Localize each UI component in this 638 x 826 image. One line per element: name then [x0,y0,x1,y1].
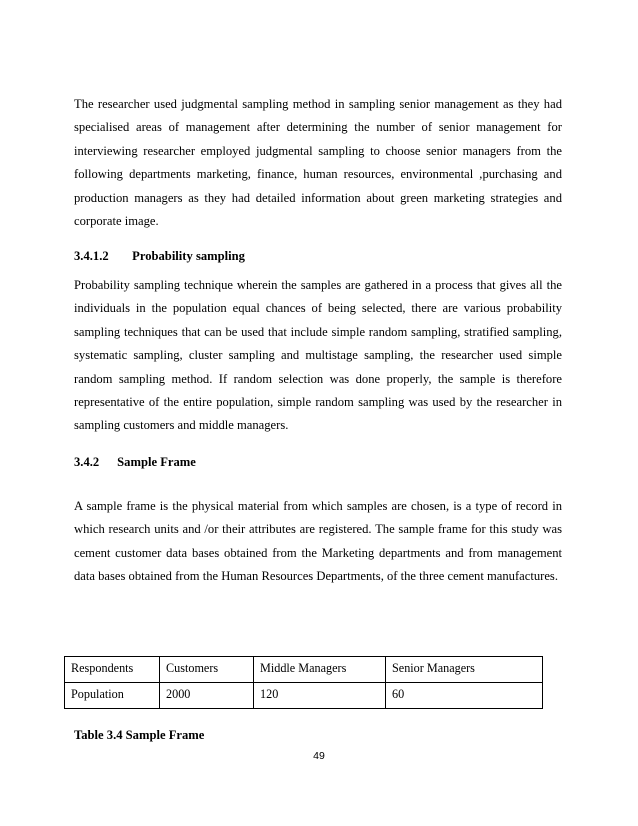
table-cell: 60 [386,683,543,709]
table-cell: Respondents [65,657,160,683]
table-cell: Customers [160,657,254,683]
page-number: 49 [313,750,325,762]
heading-probability-sampling [74,249,245,264]
table-row [65,683,543,709]
table-cell: Population [65,683,160,709]
probability-paragraph: Probability sampling technique wherein the samples are gathered in a process that gives all the individuals in the population equal chances of being selected, there are various probability sampling techniques that can be used that include simple random sampling, stratified sampling, systematic sampling, cluster sampling and multistage sampling, the researcher used simple random sampling method. If random selection was done properly, the sample is therefore representative of the entire population, simple random sampling was used by the researcher in sampling customers and middle managers. [74,278,562,433]
table-header-row [65,657,543,683]
heading-number: 3.4.2 [74,455,100,469]
sample-frame-table [64,656,543,709]
intro-paragraph: The researcher used judgmental sampling method in sampling senior management as they had specialised areas of management after determining the number of senior management for interviewing researcher employed judgmental sampling to choose senior managers from the following departments marketing, finance, human resources, environmental ,purchasing and production managers as they had detailed information about green marketing strategies and corporate image. [74,97,562,229]
table-cell: 120 [254,683,386,709]
heading-number: 3.4.1.2 [74,249,109,263]
heading-title: Sample Frame [117,455,196,469]
heading-sample-frame [74,455,196,470]
sample-frame-paragraph: A sample frame is the physical material from which samples are chosen, is a type of record in which research units and /or their attributes are registered. The sample frame for this study was cement customer data bases obtained from the Marketing departments and from management data bases obtained from the Human Resources Departments, of the three cement manufactures. [74,499,562,584]
table-cell: Senior Managers [386,657,543,683]
table-caption: Table 3.4 Sample Frame [74,728,205,742]
table-cell: 2000 [160,683,254,709]
table-cell: Middle Managers [254,657,386,683]
heading-title: Probability sampling [132,249,245,263]
